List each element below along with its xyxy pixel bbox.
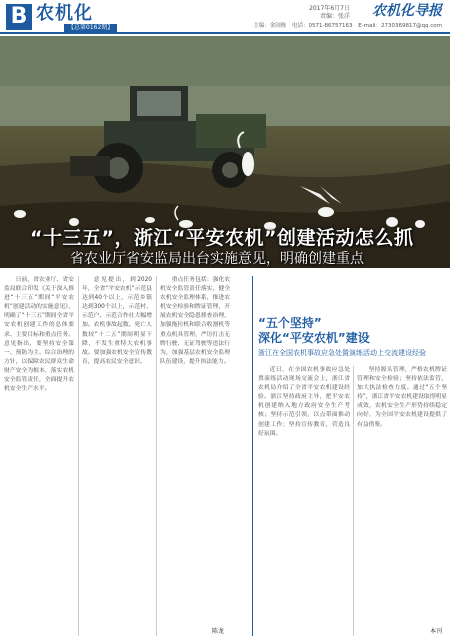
chief-editor: 主编：金国栋 bbox=[253, 23, 287, 29]
contact-line bbox=[249, 22, 442, 30]
sidebar-column-1 bbox=[258, 366, 350, 636]
email: E-mail：2730369817@qq.com bbox=[358, 23, 442, 29]
masthead-rule bbox=[0, 32, 450, 34]
newspaper-logo: 农机化导报 bbox=[372, 3, 442, 19]
sidebar-title: “五个坚持” bbox=[258, 316, 322, 330]
subheadline: 省农业厅省安监局出台实施意见，明确创建重点 bbox=[70, 251, 364, 267]
byline: 本刊 bbox=[430, 628, 443, 635]
column-divider bbox=[156, 276, 157, 636]
paragraph: 重点任务包括：强化农机安全监管责任落实，健全农机安全监理体系，推进农机安全检验和牌证管理，开展农机安全隐患排查治理，加强拖拉机和联合收割机等重点机具管理，严厉打击无牌行驶、无证驾驶等违法行为，加强基层农机安全监理队伍建设，提升执法能力。 bbox=[160, 277, 230, 365]
byline: 陈龙 bbox=[212, 628, 225, 635]
sidebar-header bbox=[258, 316, 448, 358]
paragraph: 近日，在全国农机事故应急处置演练活动现场交流会上，浙江省农机局介绍了全省平安农机建设经验。浙江坚持政府主导，把平安农机创建纳入地方政府安全生产考核；坚持示范引领，以点带面推动创建工作；坚持宣传教育，营造良好氛围。 bbox=[258, 367, 350, 437]
section-divider bbox=[252, 276, 253, 636]
sidebar-subtitle: 浙江在全国农机事故应急处置演练活动上交流建设经验 bbox=[258, 349, 426, 357]
headline: “十三五”，浙江“平安农机”创建活动怎么抓 bbox=[30, 227, 414, 249]
masthead bbox=[0, 0, 450, 34]
column-divider bbox=[78, 276, 79, 636]
sidebar-title-2: 深化“平安农机”建设 bbox=[258, 331, 370, 345]
column-divider bbox=[353, 366, 354, 636]
phone: 电话：0571-86757163 bbox=[292, 23, 353, 29]
issue-number: 【总第0162期】 bbox=[64, 24, 117, 32]
article-body bbox=[0, 276, 450, 636]
article-column-2 bbox=[82, 276, 152, 636]
editor-name: 责编：张洋 bbox=[319, 13, 350, 20]
paragraph: 日前，省农业厅、省安监局联合印发《关于深入推进“十三五”期间“平安农机”创建活动的实施意见》，明确了“十三五”期间全省平安农机创建工作的总体要求、主要目标和重点任务。意见指出，要坚持安全第一、预防为主、综合治理的方针，以保障农民群众生命财产安全为根本，落实农机安全监管责任，全面提升农机安全生产水平。 bbox=[4, 277, 74, 393]
article-column-1 bbox=[4, 276, 74, 636]
sidebar-column-2 bbox=[357, 366, 447, 624]
section-title: 农机化 bbox=[36, 3, 93, 24]
article-column-3 bbox=[160, 276, 230, 624]
section-letter: B bbox=[6, 4, 32, 30]
publish-date: 2017年6月7日 bbox=[309, 5, 350, 12]
paragraph: 意见提出，到2020年，全省“平安农机”示范县达到40个以上，示范乡镇达到300个以上，示范村、示范户、示范合作社大幅增加。农机事故起数、死亡人数较“十二五”期间明显下降，不发生重特大农机事故。要加强农机安全宣传教育，提高农民安全意识。 bbox=[82, 277, 152, 365]
paragraph: 坚持源头管理，严格农机牌证管理和安全检验；坚持依法监管，加大执法检查力度。通过“五个坚持”，浙江省平安农机建设取得明显成效，农机安全生产形势持续稳定向好，为全国平安农机建设提供了有益借鉴。 bbox=[357, 367, 447, 428]
